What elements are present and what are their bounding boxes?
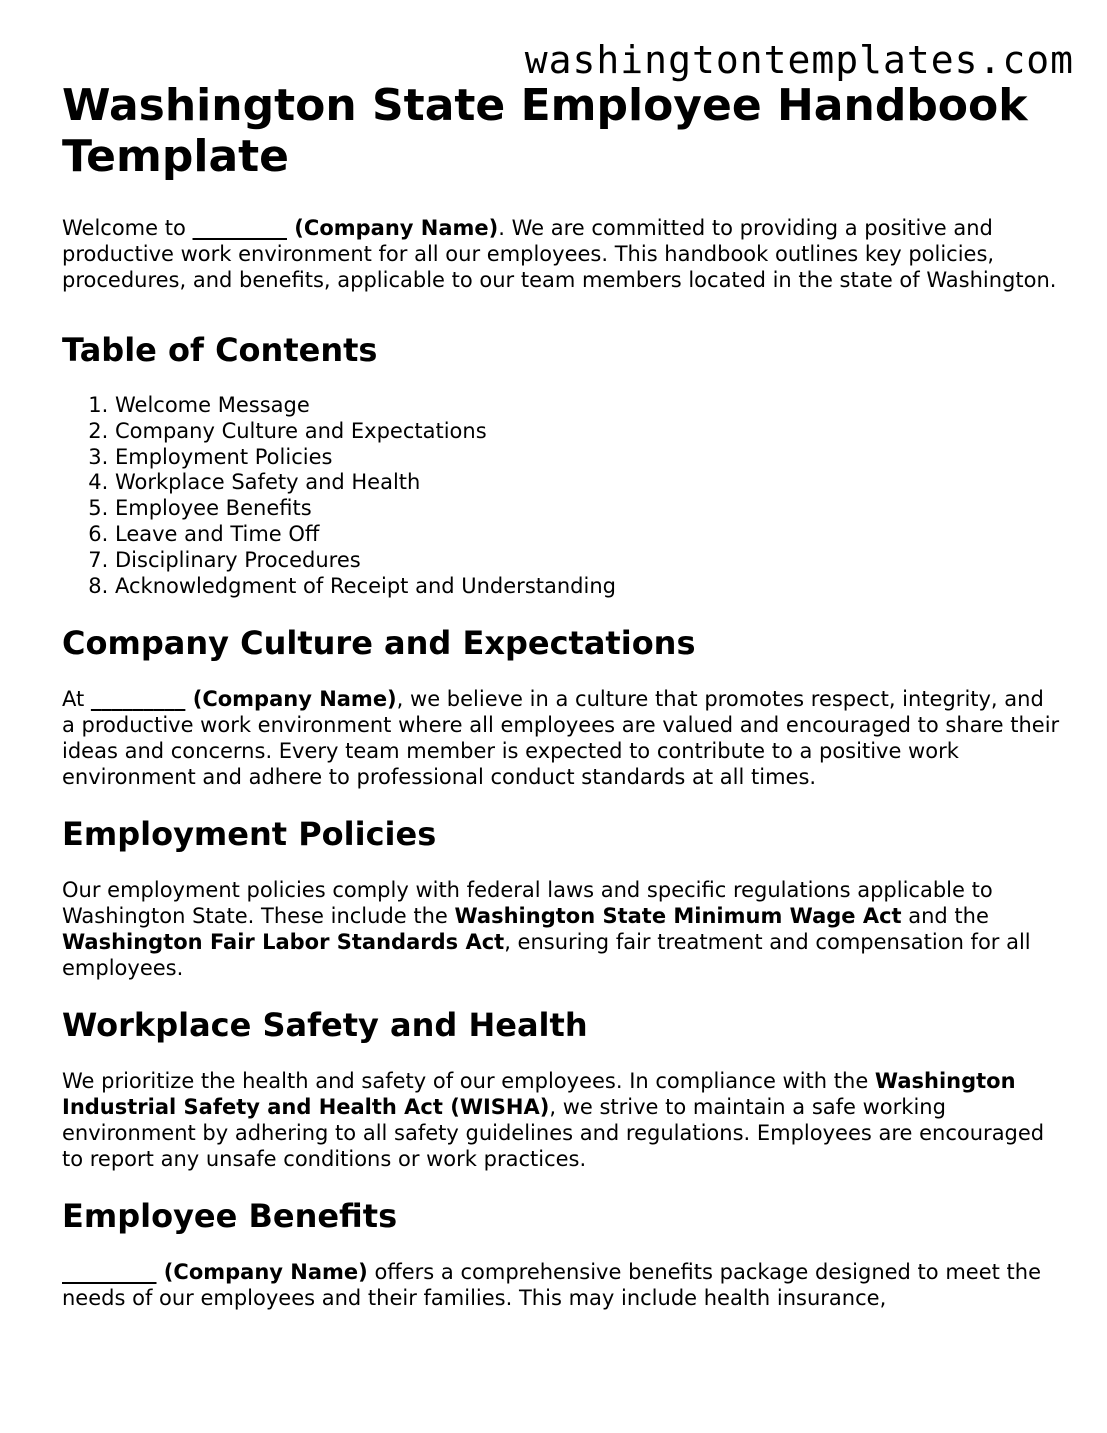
toc-item: 6. Leave and Time Off bbox=[115, 522, 1062, 548]
site-watermark: washingtontemplates.com bbox=[524, 38, 1074, 82]
intro-text-start: Welcome to bbox=[62, 216, 193, 240]
toc-item: 1. Welcome Message bbox=[115, 393, 1062, 419]
company-name-blank: _________ bbox=[90, 687, 186, 712]
document-page bbox=[62, 80, 1062, 1311]
toc-list bbox=[62, 393, 1062, 599]
culture-text-rest: , we believe in a culture that promotes respect, integrity, and a productive work environment where all employees are valued and encouraged to share their ideas and concerns. Every team member is expected to contribute to a positive work environment and adhere to professional conduct standards at all times. bbox=[62, 687, 1060, 790]
document-title: Washington State Employee Handbook Template bbox=[62, 80, 1028, 182]
toc-heading: Table of Contents bbox=[62, 331, 378, 369]
safety-heading: Workplace Safety and Health bbox=[62, 1006, 588, 1045]
company-name-blank: _________ bbox=[62, 1260, 157, 1285]
toc-item: 2. Company Culture and Expectations bbox=[115, 419, 1062, 445]
culture-text-start: At bbox=[62, 687, 91, 712]
safety-text-2: , we strive to maintain a safe working environment by adhering to all safety guidelines and regulations. Employees are encouraged to report any unsafe conditions or work practices. bbox=[62, 1095, 1045, 1172]
employment-text-1: Our employment policies comply with federal laws and specific regulations applicable to Washington State. These include the bbox=[62, 878, 993, 929]
employment-paragraph bbox=[62, 877, 1062, 981]
employment-text-3: , ensuring fair treatment and compensation for all employees. bbox=[62, 930, 1031, 981]
toc-item: 7. Disciplinary Procedures bbox=[115, 548, 1062, 574]
minimum-wage-act: Washington State Minimum Wage Act bbox=[454, 904, 902, 929]
safety-paragraph bbox=[62, 1068, 1062, 1172]
benefits-paragraph bbox=[62, 1259, 1062, 1311]
toc-item: 4. Workplace Safety and Health bbox=[115, 470, 1062, 496]
intro-paragraph bbox=[62, 215, 1062, 293]
toc-item: 3. Employment Policies bbox=[115, 445, 1062, 471]
toc-item: 5. Employee Benefits bbox=[115, 496, 1062, 522]
company-name-blank: _________ bbox=[192, 216, 287, 240]
benefits-heading: Employee Benefits bbox=[62, 1197, 398, 1236]
culture-heading: Company Culture and Expectations bbox=[62, 624, 696, 663]
toc-item: 8. Acknowledgment of Receipt and Understanding bbox=[115, 574, 1062, 600]
intro-text-rest: . We are committed to providing a positive and productive work environment for all our employees. This handbook outlines key policies, procedures, and benefits, applicable to our team members located in the state of Washington. bbox=[62, 216, 1057, 292]
company-name-placeholder: (Company Name) bbox=[156, 1260, 368, 1285]
employment-heading: Employment Policies bbox=[62, 815, 437, 854]
fair-labor-standards-act: Washington Fair Labor Standards Act bbox=[62, 930, 505, 955]
wisha-act: Washington Industrial Safety and Health Act (WISHA) bbox=[62, 1069, 1016, 1120]
culture-paragraph bbox=[62, 686, 1062, 790]
company-name-placeholder: (Company Name) bbox=[185, 687, 397, 712]
company-name-placeholder: (Company Name) bbox=[287, 216, 499, 240]
benefits-text: offers a comprehensive benefits package designed to meet the needs of our employees and their families. This may include health insurance, bbox=[62, 1260, 1041, 1311]
safety-text-1: We prioritize the health and safety of our employees. In compliance with the bbox=[62, 1069, 875, 1094]
employment-text-2: and the bbox=[901, 904, 989, 929]
